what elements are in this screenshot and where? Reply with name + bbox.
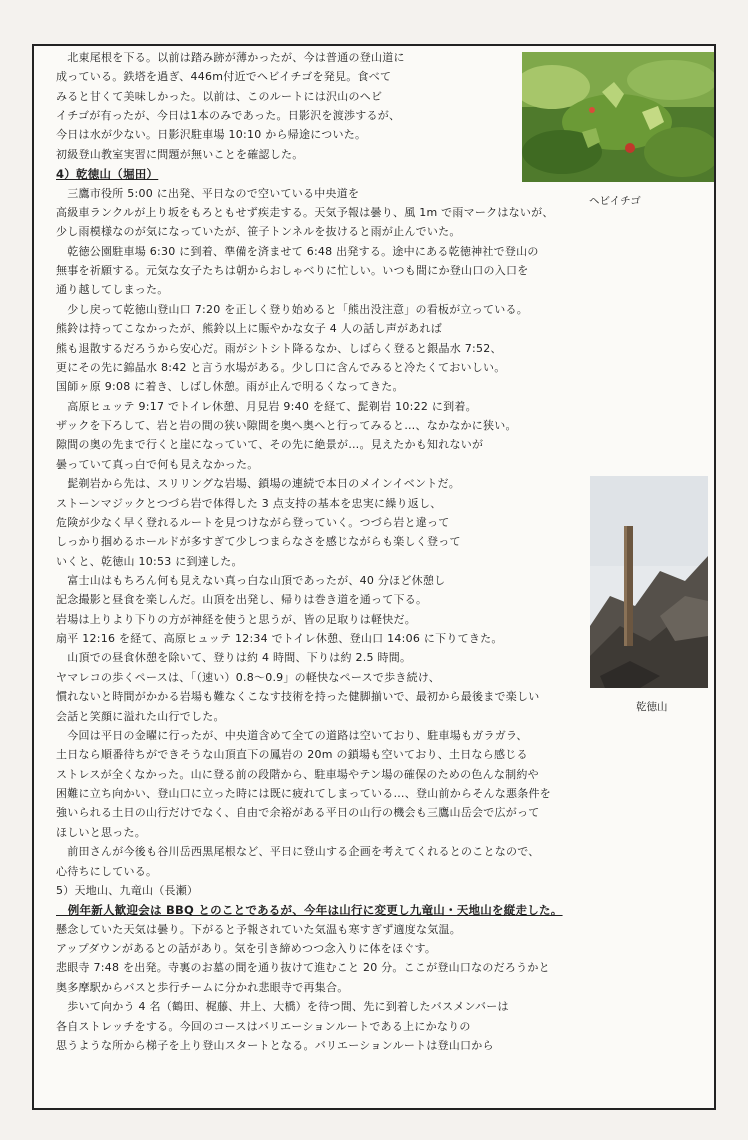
text-line: 国師ヶ原 9:08 に着き、しばし休憩。雨が止んで明るくなってきた。 (56, 380, 404, 394)
text-line: 記念撮影と昼食を楽しんだ。山頂を出発し、帰りは巻き道を通って下る。 (56, 593, 428, 607)
text-line: 更にその先に錦晶水 8:42 と言う水場がある。少し口に含んでみると冷たくておいしい。 (56, 360, 506, 374)
kentokusan-caption: 乾徳山 (636, 701, 668, 713)
hebiichigo-caption: ヘビイチゴ (589, 195, 641, 207)
kentokusan-summit-photo (590, 476, 708, 688)
text-line: 三鷹市役所 5:00 に出発、平日なので空いている中央道を (56, 186, 360, 200)
text-line: 会話と笑顔に溢れた山行でした。 (56, 709, 225, 723)
text-line: 強いられる土日の山行だけでなく、自由で余裕がある平日の山行の機会も三鷹山岳会で広がって (56, 806, 540, 820)
section-heading: 4）乾徳山（堀田） (56, 167, 159, 182)
text-line: アップダウンがあるとの話があり。気を引き締めつつ念入りに体をほぐす。 (56, 942, 437, 956)
text-line: 少し雨模様なのが気になっていたが、笹子トンネルを抜けると雨が止んでいた。 (56, 225, 461, 239)
text-line: 懸念していた天気は曇り。下がると予報されていた気温も寒すぎず適度な気温。 (56, 922, 461, 936)
text-line: みると甘くて美味しかった。以前は、このルートには沢山のヘビ (56, 89, 383, 103)
text-line: 熊鈴は持ってこなかったが、熊鈴以上に賑やかな女子 4 人の話し声があれば (56, 322, 442, 336)
text-line: ヤマレコの歩くペースは、「（速い）0.8～0.9」の軽快なペースで歩き続け、 (56, 670, 440, 684)
text-line: 思うような所から梯子を上り登山スタートとなる。バリエーションルートは登山口から (56, 1038, 494, 1052)
text-line: 山頂での昼食休憩を除いて、登りは約 4 時間、下りは約 2.5 時間。 (56, 651, 412, 665)
text-line: 5）天地山、九竜山（長瀬） (56, 883, 199, 897)
text-line: 土日なら順番待ちができそうな山頂直下の鳳岩の 20m の鎖場も空いており、土日なら感じる (56, 748, 528, 762)
text-line: しっかり掴めるホールドが多すぎて少しつまらなさを感じながらも楽しく登って (56, 535, 461, 549)
text-line: 各自ストレッチをする。今回のコースはバリエーションルートである上にかなりの (56, 1019, 471, 1033)
text-line: 隙間の奥の先まで行くと崖になっていて、その先に絶景が…。見えたかも知れないが (56, 438, 484, 452)
text-line: 今回は平日の金曜に行ったが、中央道含めて全ての道路は空いており、駐車場もガラガラ、 (56, 728, 528, 742)
text-line: 扇平 12:16 を経て、高原ヒュッテ 12:34 でトイレ休憩、登山口 14:06 に下りてきた。 (56, 632, 503, 646)
hebiichigo-photo (522, 52, 714, 182)
text-line: 乾徳公園駐車場 6:30 に到着、準備を済ませて 6:48 出発する。途中にある乾徳神社で登山の (56, 244, 539, 258)
text-line: 無事を祈願する。元気な女子たちは朝からおしゃべりに忙しい。いつも間にか登山口の入口を (56, 264, 529, 278)
text-line: 富士山はもちろん何も見えない真っ白な山頂であったが、40 分ほど休憩し (56, 573, 446, 587)
text-line: 成っている。鉄塔を過ぎ、446m付近でヘビイチゴを発見。食べて (56, 70, 392, 84)
text-line: 高原ヒュッテ 9:17 でトイレ休憩、月見岩 9:40 を経て、髭剃岩 10:22 に到着。 (56, 399, 477, 413)
text-line: 岩場は上りより下りの方が神経を使うと思うが、皆の足取りは軽快だ。 (56, 612, 416, 626)
text-line: 高級車ランクルが上り坂をもろともせず疾走する。天気予報は曇り、風 1m で雨マークはないが、 (56, 205, 554, 219)
text-line: 奥多摩駅からバスと歩行チームに分かれ悲眼寺で再集合。 (56, 980, 349, 994)
text-line: いくと、乾徳山 10:53 に到達した。 (56, 554, 243, 568)
text-line: 困難に立ち向かい、登山口に立った時には既に疲れてしまっている…、登山前からそんな悪条件を (56, 787, 551, 801)
text-line: 悲眼寺 7:48 を出発。寺裏のお墓の間を通り抜けて進むこと 20 分。ここが登山口なのだろうかと (56, 961, 550, 975)
text-line: 慣れないと時間がかかる岩場も難なくこなす技術を持った健脚揃いで、最初から最後まで楽しい (56, 690, 540, 704)
text-line: ストーンマジックとつづら岩で体得した 3 点支持の基本を忠実に繰り返し、 (56, 496, 442, 510)
text-line: 通り越してしまった。 (56, 283, 169, 297)
text-line: ストレスが全くなかった。山に登る前の段階から、駐車場やテン場の確保のための色んな制約や (56, 767, 539, 781)
section-heading: 例年新人歓迎会は BBQ とのことであるが、今年は山行に変更し九竜山・天地山を縦走した。 (56, 903, 563, 918)
text-line: 歩いて向かう 4 名（鶴田、梶藤、井上、大橋）を待つ間、先に到着したバスメンバーは (56, 1000, 509, 1014)
text-line: 少し戻って乾徳山登山口 7:20 を正しく登り始めると「熊出没注意」の看板が立っている。 (56, 302, 528, 316)
text-line: 今日は水が少ない。日影沢駐車場 10:10 から帰途についた。 (56, 128, 367, 142)
text-line: 熊も退散するだろうから安心だ。雨がシトシト降るなか、しばらく登ると銀晶水 7:52、 (56, 341, 502, 355)
text-line: 曇っていて真っ白で何も見えなかった。 (56, 457, 259, 471)
text-line: イチゴが有ったが、今日は1本のみであった。日影沢を渡渉するが、 (56, 109, 401, 123)
text-line: 初級登山教室実習に問題が無いことを確認した。 (56, 147, 304, 161)
text-line: 髭剃岩から先は、スリリングな岩場、鎖場の連続で本日のメインイベントだ。 (56, 477, 461, 491)
text-line: ほしいと思った。 (56, 825, 146, 839)
text-line: 危険が少なく早く登れるルートを見つけながら登っていく。つづら岩と違って (56, 515, 450, 529)
text-line: ザックを下ろして、岩と岩の間の狭い隙間を奥へ奥へと行ってみると…、なかなかに狭い。 (56, 419, 517, 433)
text-line: 前田さんが今後も谷川岳西黒尾根など、平日に登山する企画を考えてくれるとのことなので、 (56, 845, 540, 859)
text-line: 心待ちにしている。 (56, 864, 158, 878)
text-line: 北東尾根を下る。以前は踏み跡が薄かったが、今は普通の登山道に (56, 51, 405, 64)
